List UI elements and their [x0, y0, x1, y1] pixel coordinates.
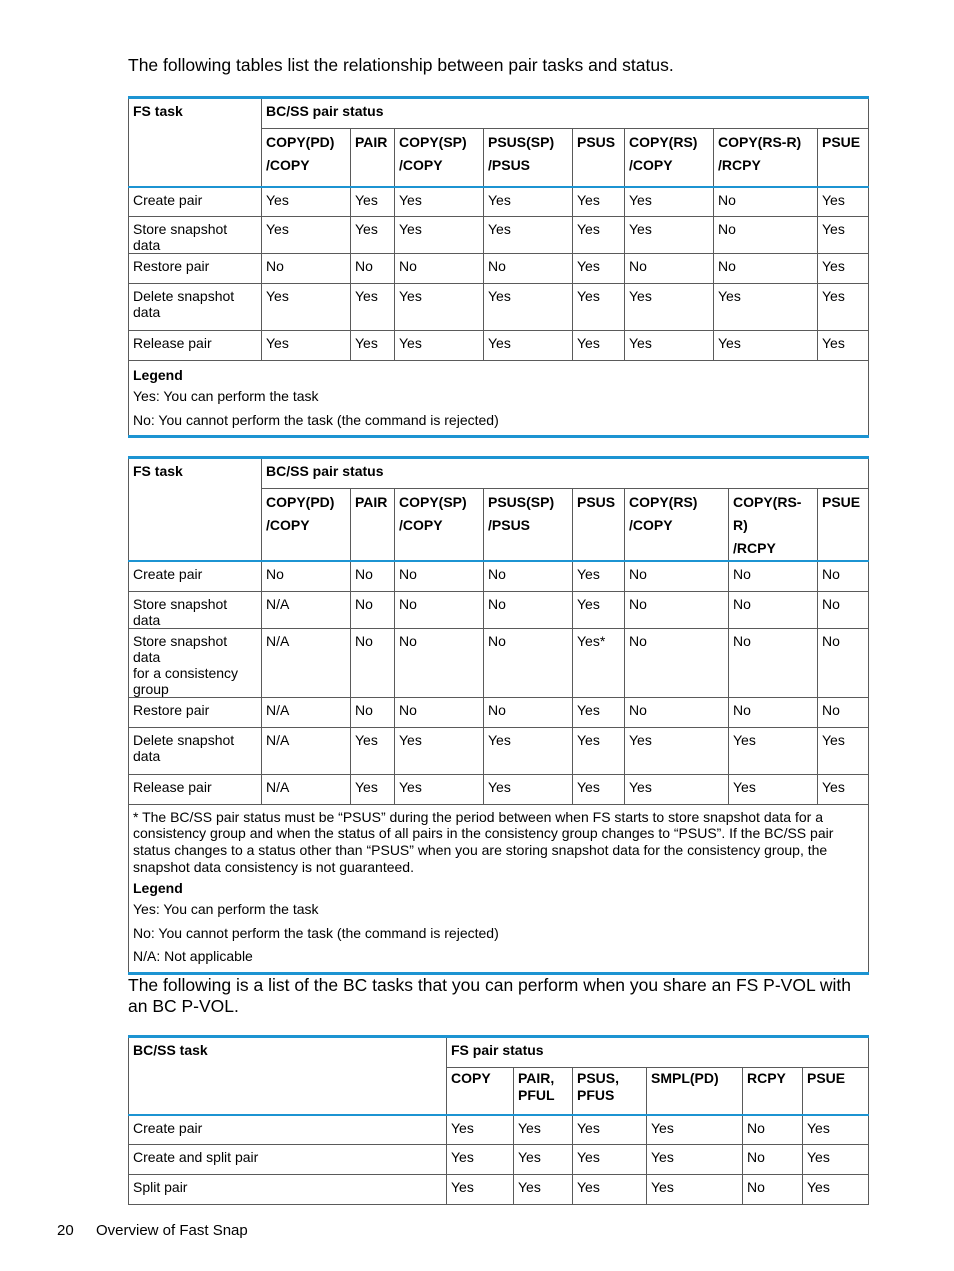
- status-cell: N/A: [262, 774, 351, 804]
- text-line: Restore pair: [133, 701, 210, 718]
- table-row: [129, 254, 869, 284]
- task-column-header: FS task: [129, 458, 262, 562]
- status-cell: Yes: [573, 727, 625, 774]
- status-cell: Yes: [625, 187, 714, 217]
- status-cell: No: [484, 628, 573, 697]
- status-column-0: [262, 129, 351, 187]
- text-line: PFUL: [518, 1087, 555, 1103]
- status-cell: Yes: [395, 284, 484, 331]
- text-line: /RCPY: [718, 157, 761, 173]
- status-cell: Yes: [818, 727, 869, 774]
- status-cell: No: [818, 628, 869, 697]
- status-cell: Yes: [351, 187, 395, 217]
- legend-row: [129, 804, 869, 973]
- status-column-header: BC/SS pair status: [262, 458, 869, 489]
- status-cell: Yes: [395, 331, 484, 361]
- status-column-4: [743, 1068, 803, 1115]
- task-cell: [129, 774, 262, 804]
- text-line: SMPL(PD): [651, 1070, 719, 1086]
- status-cell: Yes: [818, 254, 869, 284]
- status-cell: Yes: [818, 217, 869, 254]
- header-row: [129, 98, 869, 129]
- task-cell: [129, 697, 262, 727]
- table-row: [129, 217, 869, 254]
- status-cell: No: [729, 591, 818, 628]
- text-line: Restore pair: [133, 258, 210, 274]
- status-cell: Yes: [351, 774, 395, 804]
- status-cell: Yes: [573, 1145, 647, 1175]
- status-cell: Yes: [647, 1145, 743, 1175]
- status-cell: Yes: [573, 1175, 647, 1205]
- status-cell: Yes: [573, 774, 625, 804]
- legend-entry: Yes: You can perform the task: [133, 388, 319, 404]
- status-column-3: [484, 129, 573, 187]
- bc-task-status-table: [128, 1035, 869, 1205]
- table-row: [129, 774, 869, 804]
- status-column-7: [818, 489, 869, 562]
- status-cell: Yes*: [573, 628, 625, 697]
- text-line: Delete snapshot: [133, 731, 235, 748]
- table-row: [129, 628, 869, 697]
- status-cell: No: [351, 254, 395, 284]
- table-row: [129, 331, 869, 361]
- status-cell: Yes: [573, 591, 625, 628]
- text-line: COPY(RS): [629, 134, 698, 150]
- text-line: /PSUS: [488, 157, 531, 173]
- text-line: RCPY: [747, 1070, 786, 1086]
- status-cell: No: [484, 697, 573, 727]
- table-row: [129, 727, 869, 774]
- text-line: Store snapshot data: [133, 595, 228, 628]
- status-column-5: [803, 1068, 869, 1115]
- task-cell: [129, 628, 262, 697]
- task-column-header: BC/SS task: [129, 1037, 447, 1115]
- status-cell: Yes: [729, 727, 818, 774]
- status-cell: No: [818, 697, 869, 727]
- status-column-2: [395, 489, 484, 562]
- status-cell: No: [395, 697, 484, 727]
- text-line: Create pair: [133, 1119, 203, 1136]
- status-cell: No: [484, 561, 573, 591]
- text-line: COPY(SP): [399, 494, 467, 510]
- intro-text: The following tables list the relationship between pair tasks and status.: [128, 55, 674, 75]
- text-line: Release pair: [133, 778, 212, 795]
- status-cell: No: [743, 1145, 803, 1175]
- status-cell: No: [395, 628, 484, 697]
- status-cell: No: [351, 561, 395, 591]
- task-cell: [129, 217, 262, 254]
- table-row: [129, 591, 869, 628]
- task-cell: [129, 331, 262, 361]
- table-row: [129, 187, 869, 217]
- text-line: Delete snapshot: [133, 288, 235, 304]
- status-cell: No: [714, 187, 818, 217]
- header-row: [129, 458, 869, 489]
- status-column-1: [351, 489, 395, 562]
- task-cell: [129, 1175, 447, 1205]
- status-cell: Yes: [351, 727, 395, 774]
- status-cell: Yes: [647, 1115, 743, 1145]
- status-cell: No: [625, 697, 729, 727]
- status-cell: Yes: [514, 1175, 573, 1205]
- text-line: /COPY: [629, 157, 673, 173]
- status-cell: No: [714, 217, 818, 254]
- text-line: /COPY: [629, 517, 673, 533]
- status-column-4: [573, 129, 625, 187]
- task-cell: [129, 591, 262, 628]
- text-line: PAIR,: [518, 1070, 555, 1086]
- text-line: PSUE: [807, 1070, 846, 1086]
- legend-cell: [129, 804, 869, 973]
- status-cell: Yes: [262, 187, 351, 217]
- legend-entry: No: You cannot perform the task (the command is rejected): [133, 411, 499, 428]
- status-cell: Yes: [484, 217, 573, 254]
- status-cell: Yes: [818, 331, 869, 361]
- table-row: [129, 697, 869, 727]
- task-cell: [129, 187, 262, 217]
- status-cell: No: [729, 628, 818, 697]
- fs-task-status-table-1: [128, 96, 869, 438]
- status-cell: No: [351, 697, 395, 727]
- status-cell: Yes: [818, 774, 869, 804]
- status-cell: Yes: [447, 1115, 514, 1145]
- text-line: Create pair: [133, 566, 203, 582]
- text-line: PFUS: [577, 1087, 615, 1103]
- text-line: Split pair: [133, 1179, 188, 1195]
- status-cell: No: [395, 591, 484, 628]
- status-column-3: [484, 489, 573, 562]
- text-line: data: [133, 304, 161, 320]
- task-cell: [129, 1115, 447, 1145]
- footnote: * The BC/SS pair status must be “PSUS” during the period between when FS starts to store snapshot data for a consistency group and when the status of all pairs in the consistency group changes to “PSUS”. If the BC/SS pair status changes to a status other than “PSUS” when you are storing snapshot data for the consistency group, the snapshot data consistency is not guaranteed.: [133, 808, 834, 875]
- status-cell: N/A: [262, 628, 351, 697]
- status-cell: No: [743, 1115, 803, 1145]
- status-cell: No: [262, 561, 351, 591]
- text-line: COPY(RS-R): [733, 494, 802, 533]
- table-row: [129, 1145, 869, 1175]
- text-line: PSUS,: [577, 1070, 620, 1086]
- task-cell: [129, 284, 262, 331]
- status-cell: Yes: [262, 284, 351, 331]
- status-cell: Yes: [573, 561, 625, 591]
- status-column-2: [573, 1068, 647, 1115]
- text-line: COPY(RS-R): [718, 134, 802, 150]
- task-cell: [129, 727, 262, 774]
- status-cell: Yes: [351, 284, 395, 331]
- status-column-5: [625, 489, 729, 562]
- status-cell: No: [714, 254, 818, 284]
- status-cell: Yes: [395, 217, 484, 254]
- text-line: COPY(PD): [266, 134, 335, 150]
- status-cell: Yes: [573, 217, 625, 254]
- text-line: PAIR: [355, 494, 388, 510]
- status-cell: Yes: [484, 331, 573, 361]
- status-cell: Yes: [803, 1175, 869, 1205]
- status-column-header: BC/SS pair status: [262, 98, 869, 129]
- status-column-6: [714, 129, 818, 187]
- status-cell: Yes: [351, 331, 395, 361]
- status-cell: N/A: [262, 727, 351, 774]
- text-line: /PSUS: [488, 517, 531, 533]
- status-cell: Yes: [729, 774, 818, 804]
- status-cell: Yes: [803, 1115, 869, 1145]
- status-cell: No: [395, 254, 484, 284]
- status-cell: Yes: [262, 217, 351, 254]
- legend-title: Legend: [133, 367, 183, 383]
- fs-task-status-table-2: [128, 456, 869, 975]
- status-column-1: [351, 129, 395, 187]
- text-line: Create pair: [133, 191, 203, 208]
- task-column-header: FS task: [129, 98, 262, 187]
- task-cell: [129, 1145, 447, 1175]
- text-line: COPY(RS): [629, 494, 698, 510]
- status-cell: Yes: [573, 187, 625, 217]
- status-column-0: [262, 489, 351, 562]
- table-row: [129, 284, 869, 331]
- status-column-3: [647, 1068, 743, 1115]
- text-line: Store snapshot data: [133, 632, 228, 665]
- status-cell: Yes: [625, 727, 729, 774]
- text-line: COPY: [451, 1070, 491, 1086]
- status-cell: Yes: [514, 1115, 573, 1145]
- status-cell: No: [729, 561, 818, 591]
- text-line: /COPY: [399, 517, 443, 533]
- status-cell: Yes: [484, 727, 573, 774]
- text-line: group: [133, 680, 169, 697]
- text-line: PSUS: [577, 494, 616, 510]
- legend-title: Legend: [133, 880, 183, 897]
- status-cell: Yes: [714, 331, 818, 361]
- text-line: /COPY: [399, 157, 443, 173]
- status-cell: No: [484, 591, 573, 628]
- bc-intro-text: The following is a list of the BC tasks that you can perform when you share an FS P-VOL with an BC P-VOL.: [128, 975, 852, 1016]
- status-cell: Yes: [818, 187, 869, 217]
- text-line: PSUE: [822, 134, 861, 150]
- status-cell: Yes: [647, 1175, 743, 1205]
- page-number: 20: [57, 1222, 74, 1239]
- status-cell: Yes: [625, 774, 729, 804]
- status-cell: Yes: [484, 187, 573, 217]
- status-cell: No: [625, 628, 729, 697]
- status-cell: Yes: [514, 1145, 573, 1175]
- status-cell: Yes: [573, 331, 625, 361]
- status-cell: No: [729, 697, 818, 727]
- text-line: PSUS(SP): [488, 494, 555, 510]
- status-cell: No: [818, 561, 869, 591]
- task-cell: [129, 561, 262, 591]
- status-column-header: FS pair status: [447, 1037, 869, 1068]
- status-cell: No: [351, 628, 395, 697]
- table-row: [129, 561, 869, 591]
- status-cell: No: [351, 591, 395, 628]
- status-cell: Yes: [262, 331, 351, 361]
- status-cell: N/A: [262, 697, 351, 727]
- status-column-2: [395, 129, 484, 187]
- section-title: Overview of Fast Snap: [96, 1222, 248, 1239]
- text-line: for a consistency: [133, 664, 239, 681]
- status-cell: Yes: [447, 1145, 514, 1175]
- status-cell: Yes: [395, 774, 484, 804]
- status-cell: N/A: [262, 591, 351, 628]
- status-column-4: [573, 489, 625, 562]
- legend-row: [129, 361, 869, 437]
- text-line: PSUS(SP): [488, 134, 555, 150]
- status-cell: No: [818, 591, 869, 628]
- legend-entry: No: You cannot perform the task (the command is rejected): [133, 924, 499, 941]
- status-cell: Yes: [573, 697, 625, 727]
- status-cell: Yes: [484, 774, 573, 804]
- legend-entry: Yes: You can perform the task: [133, 901, 319, 918]
- status-cell: No: [395, 561, 484, 591]
- status-cell: Yes: [484, 284, 573, 331]
- legend-entry: N/A: Not applicable: [133, 948, 253, 965]
- text-line: /RCPY: [733, 540, 776, 556]
- status-cell: Yes: [714, 284, 818, 331]
- status-cell: Yes: [625, 331, 714, 361]
- status-cell: Yes: [447, 1175, 514, 1205]
- status-cell: Yes: [803, 1145, 869, 1175]
- text-line: PSUE: [822, 494, 861, 510]
- status-cell: Yes: [573, 254, 625, 284]
- text-line: Release pair: [133, 335, 212, 351]
- status-column-1: [514, 1068, 573, 1115]
- status-cell: No: [625, 591, 729, 628]
- status-cell: Yes: [625, 284, 714, 331]
- status-cell: No: [743, 1175, 803, 1205]
- status-cell: Yes: [395, 187, 484, 217]
- status-column-5: [625, 129, 714, 187]
- status-cell: Yes: [351, 217, 395, 254]
- text-line: /COPY: [266, 157, 310, 173]
- text-line: Store snapshot data: [133, 221, 228, 253]
- task-cell: [129, 254, 262, 284]
- header-row: [129, 1037, 869, 1068]
- table-row: [129, 1115, 869, 1145]
- status-cell: No: [262, 254, 351, 284]
- status-cell: Yes: [573, 284, 625, 331]
- page-footer: [57, 1222, 248, 1239]
- status-cell: Yes: [625, 217, 714, 254]
- status-column-6: [729, 489, 818, 562]
- text-line: COPY(PD): [266, 494, 335, 510]
- status-cell: Yes: [818, 284, 869, 331]
- text-line: data: [133, 747, 161, 764]
- status-cell: Yes: [395, 727, 484, 774]
- text-line: COPY(SP): [399, 134, 467, 150]
- status-cell: No: [625, 561, 729, 591]
- status-cell: No: [625, 254, 714, 284]
- status-cell: No: [484, 254, 573, 284]
- status-column-7: [818, 129, 869, 187]
- table-row: [129, 1175, 869, 1205]
- legend-cell: [129, 361, 869, 437]
- text-line: PSUS: [577, 134, 616, 150]
- text-line: Create and split pair: [133, 1149, 259, 1165]
- text-line: /COPY: [266, 517, 310, 533]
- status-cell: Yes: [573, 1115, 647, 1145]
- text-line: PAIR: [355, 134, 388, 150]
- status-column-0: [447, 1068, 514, 1115]
